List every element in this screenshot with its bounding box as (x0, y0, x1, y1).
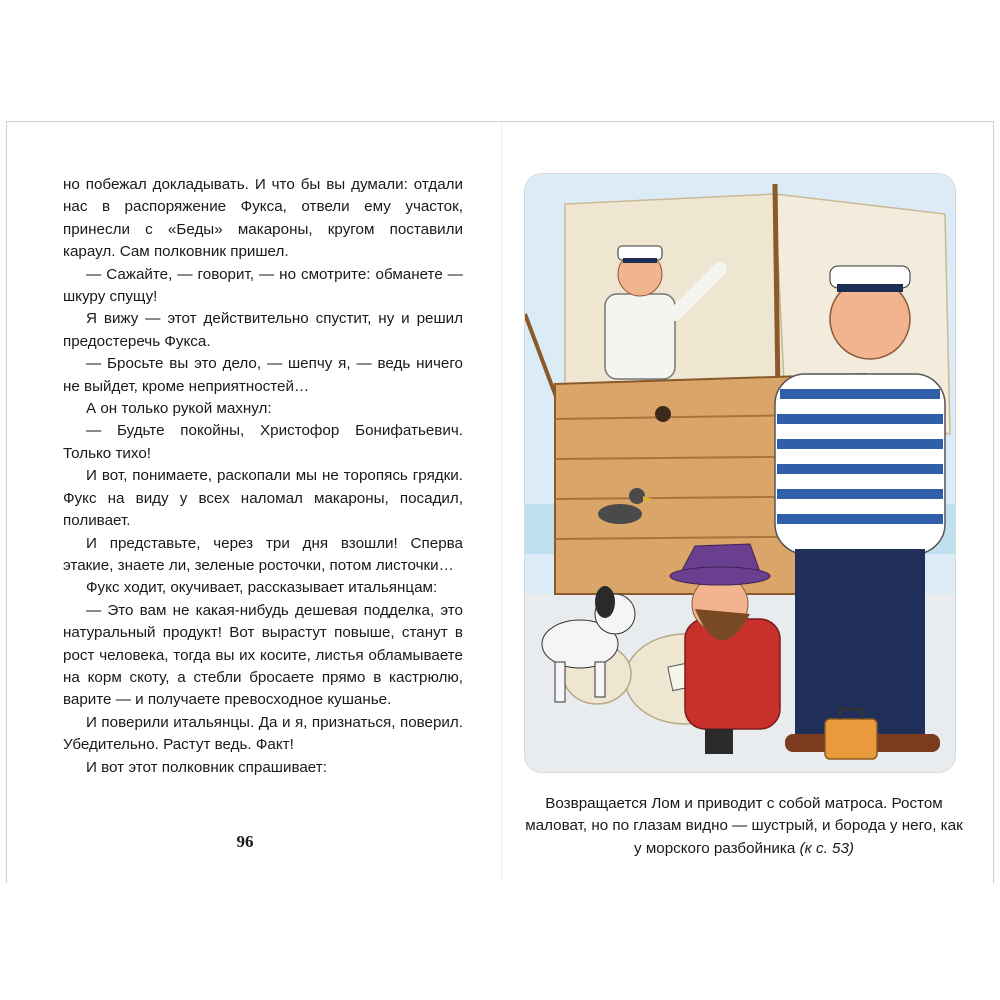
left-page-text (63, 174, 463, 779)
paragraph: — Бросьте вы это дело, — шепчу я, — ведь ничего не выйдет, кроме неприятностей… (63, 355, 463, 395)
page-fold (501, 122, 502, 883)
paragraph: И вот, понимаете, раскопали мы не торопясь грядки. Фукс на виду у всех наломал макароны, посадил, поливает. (63, 467, 463, 530)
paragraph: А он только рукой махнул: (86, 400, 272, 418)
illustration (524, 173, 956, 773)
illustration-caption (524, 793, 964, 860)
caption-page-reference: (к с. 53) (799, 839, 854, 857)
paragraph: но побежал докладывать. И что бы вы думали: отдали нас в распоряжение Фукса, отвели ему участок, принесли с «Беды» макароны, кругом поставили караул. Сам полковник пришел. (63, 176, 463, 261)
paragraph: И представьте, через три дня взошли! Сперва этакие, знаете ли, зеленые росточки, потом листочки… (63, 534, 463, 574)
paragraph: — Будьте покойны, Христофор Бонифатьевич. Только тихо! (63, 422, 463, 462)
paragraph: — Это вам не какая-нибудь дешевая подделка, это натуральный продукт! Вот вырастут повыше, станут в рост человека, тогда вы их косите, листья обламываете на корм скоту, а стебли бросаете прямо в кастрюлю, варите — и получаете превосходное кушанье. (63, 601, 463, 709)
paragraph: И поверили итальянцы. Да и я, признаться, поверил. Убедительно. Растут ведь. Факт! (63, 713, 463, 754)
paragraph: Я вижу — этот действительно спустит, ну и решил предостеречь Фукса. (63, 310, 463, 350)
ship-scene-illustration (525, 174, 956, 773)
page-number: 96 (236, 832, 254, 851)
paragraph: — Сажайте, — говорит, — но смотрите: обманете — шкуру спущу! (63, 265, 463, 306)
paragraph: И вот этот полковник спрашивает: (86, 758, 327, 776)
caption-text: Возвращается Лом и приводит с собой матроса. Ростом маловат, но по глазам видно — шустрый, и борода у него, как у морского разбойника (525, 795, 963, 857)
paragraph: Фукс ходит, окучивает, рассказывает итальянцам: (86, 579, 438, 597)
